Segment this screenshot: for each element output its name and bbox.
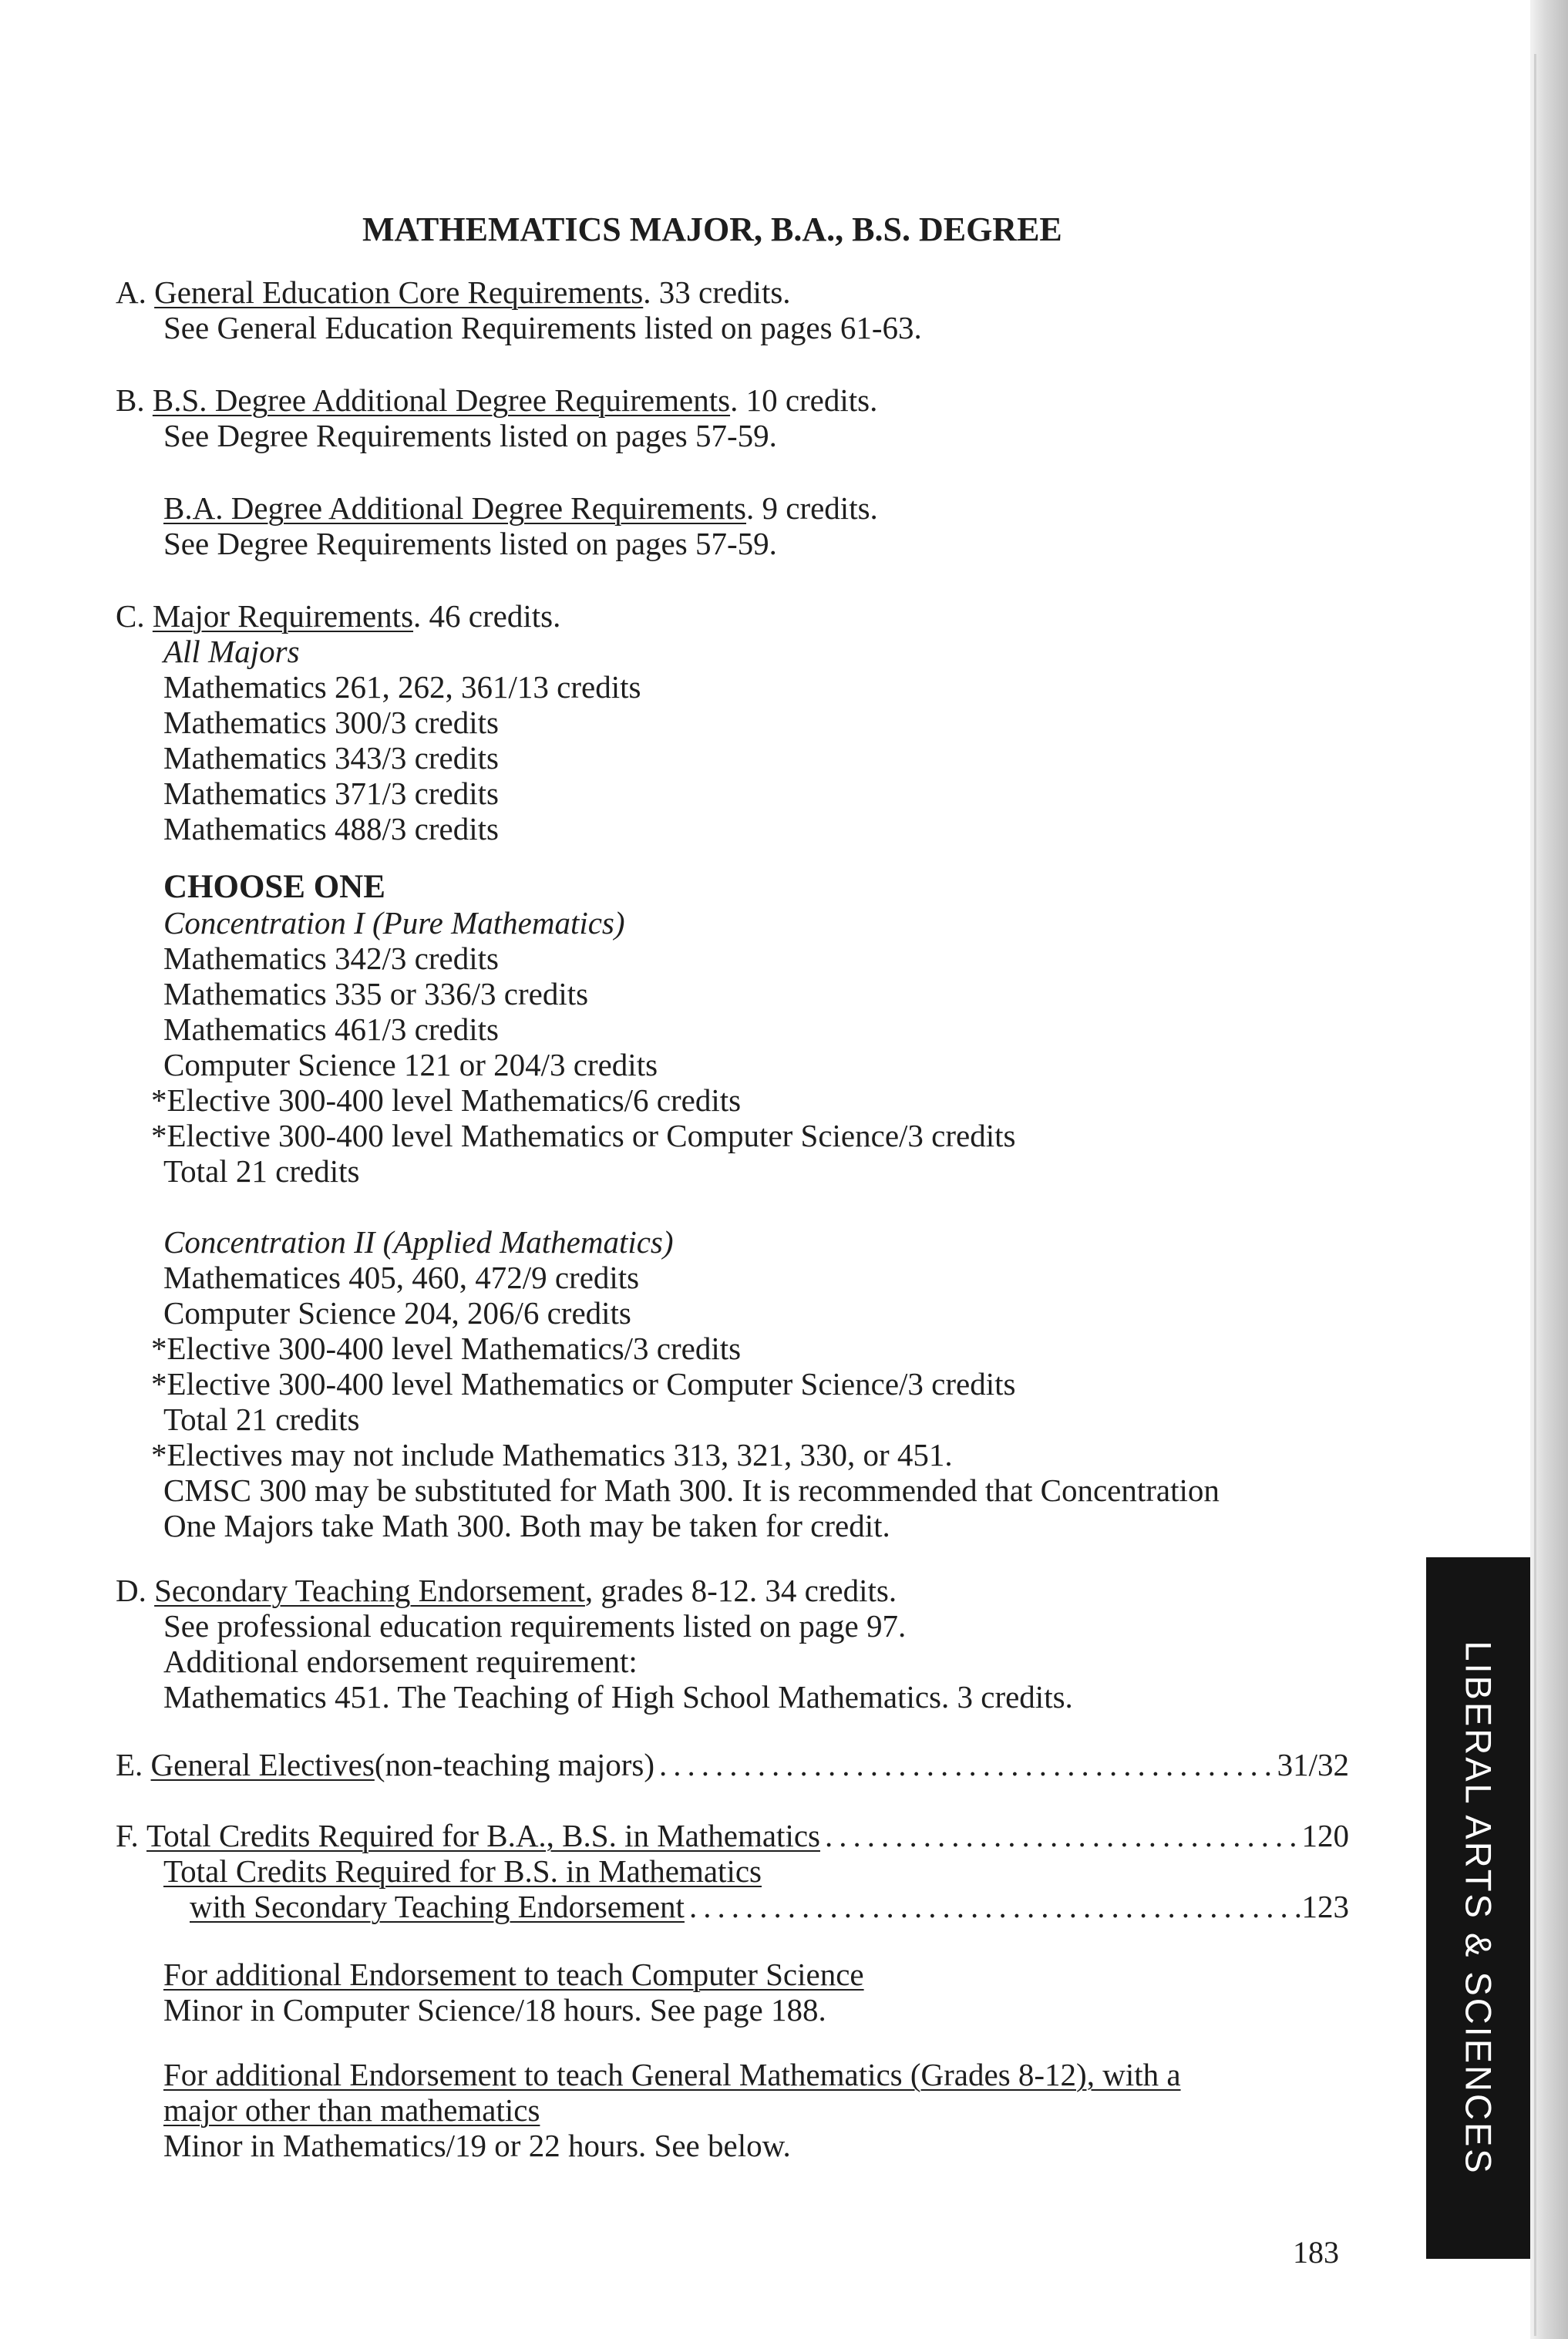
section-d-line xyxy=(116,1573,897,1608)
all-majors-item: Mathematics 488/3 credits xyxy=(163,811,499,846)
dot-leader xyxy=(654,1747,1277,1782)
section-b-bs-note: See Degree Requirements listed on pages 57-59. xyxy=(163,418,777,453)
section-c-line xyxy=(116,598,560,634)
cs-endorsement-text: Minor in Computer Science/18 hours. See page 188. xyxy=(163,1992,826,2028)
section-c-heading: Major Requirements xyxy=(152,598,414,634)
choose-one-heading: CHOOSE ONE xyxy=(163,869,385,905)
section-e-value: 31/32 xyxy=(1277,1747,1349,1782)
all-majors-item: Mathematics 261, 262, 361/13 credits xyxy=(163,669,641,705)
all-majors-item: Mathematics 300/3 credits xyxy=(163,705,499,740)
section-a-line xyxy=(116,274,791,310)
all-majors-label: All Majors xyxy=(163,634,300,669)
concentration-2-label: Concentration II (Applied Mathematics) xyxy=(163,1224,674,1260)
gm-endorsement-text: Minor in Mathematics/19 or 22 hours. See below. xyxy=(163,2128,791,2163)
concentration-1-total: Total 21 credits xyxy=(163,1153,360,1189)
section-e-line xyxy=(116,1747,1349,1782)
section-b-ba-rest: . 9 credits. xyxy=(746,490,878,526)
gm-endorsement-heading-cont: major other than mathematics xyxy=(163,2092,540,2128)
teaching-credits-value: 123 xyxy=(1301,1889,1349,1924)
section-f-line-1 xyxy=(116,1818,1349,1853)
section-a-letter: A. xyxy=(116,274,146,310)
section-d-rest: , grades 8-12. 34 credits. xyxy=(584,1573,897,1608)
cmsc-note: CMSC 300 may be substituted for Math 300. It is recommended that Concentration xyxy=(163,1472,1220,1508)
cmsc-note: One Majors take Math 300. Both may be taken for credit. xyxy=(163,1508,890,1543)
teaching-endorsement-label: with Secondary Teaching Endorsement xyxy=(190,1889,685,1924)
section-f-letter: F. xyxy=(116,1818,139,1853)
concentration-2-total: Total 21 credits xyxy=(163,1402,360,1437)
section-a-heading: General Education Core Requirements xyxy=(154,274,644,310)
page-edge-line xyxy=(1534,54,1536,2336)
dot-leader xyxy=(820,1818,1302,1853)
section-b-bs-heading: B.S. Degree Additional Degree Requirements xyxy=(152,382,731,418)
section-d-text: Mathematics 451. The Teaching of High School Mathematics. 3 credits. xyxy=(163,1679,1073,1715)
section-d-heading: Secondary Teaching Endorsement xyxy=(154,1573,585,1608)
concentration-1-item: Mathematics 342/3 credits xyxy=(163,941,499,976)
electives-note: *Electives may not include Mathematics 313, 321, 330, or 451. xyxy=(151,1437,953,1472)
section-b-line xyxy=(116,382,877,418)
section-b-letter: B. xyxy=(116,382,145,418)
concentration-1-label: Concentration I (Pure Mathematics) xyxy=(163,905,625,941)
section-f-line-3 xyxy=(190,1889,1349,1924)
concentration-2-item: *Elective 300-400 level Mathematics/3 credits xyxy=(151,1331,742,1366)
all-majors-item: Mathematics 343/3 credits xyxy=(163,740,499,776)
total-credits-label: Total Credits Required for B.A., B.S. in Mathematics xyxy=(146,1818,820,1853)
section-d-letter: D. xyxy=(116,1573,146,1608)
cs-endorsement-heading: For additional Endorsement to teach Computer Science xyxy=(163,1957,864,1992)
concentration-1-item: Mathematics 461/3 credits xyxy=(163,1011,499,1047)
section-d-text: See professional education requirements listed on page 97. xyxy=(163,1608,907,1644)
concentration-2-item: Mathematices 405, 460, 472/9 credits xyxy=(163,1260,640,1295)
concentration-2-item: Computer Science 204, 206/6 credits xyxy=(163,1295,631,1331)
total-credits-value: 120 xyxy=(1301,1818,1349,1853)
gm-endorsement-heading: For additional Endorsement to teach General Mathematics (Grades 8-12), with a xyxy=(163,2057,1181,2092)
dot-leader xyxy=(685,1889,1302,1924)
concentration-1-item: *Elective 300-400 level Mathematics/6 credits xyxy=(151,1082,742,1118)
side-tab-label: LIBERAL ARTS & SCIENCES xyxy=(1458,1641,1499,2176)
concentration-1-item: *Elective 300-400 level Mathematics or Computer Science/3 credits xyxy=(151,1118,1016,1153)
section-b-bs-rest: . 10 credits. xyxy=(730,382,878,418)
section-b-ba-note: See Degree Requirements listed on pages 57-59. xyxy=(163,526,777,561)
section-c-rest: . 46 credits. xyxy=(413,598,561,634)
section-d-text: Additional endorsement requirement: xyxy=(163,1644,638,1679)
all-majors-item: Mathematics 371/3 credits xyxy=(163,776,499,811)
concentration-1-item: Mathematics 335 or 336/3 credits xyxy=(163,976,589,1011)
section-b-ba-line xyxy=(163,490,878,526)
page-title: MATHEMATICS MAJOR, B.A., B.S. DEGREE xyxy=(362,210,1062,248)
section-b-ba-heading: B.A. Degree Additional Degree Requirements xyxy=(163,490,746,526)
concentration-1-item: Computer Science 121 or 204/3 credits xyxy=(163,1047,658,1082)
section-a-rest: . 33 credits. xyxy=(643,274,791,310)
side-tab xyxy=(1426,1557,1530,2259)
page-number: 183 xyxy=(1293,2235,1339,2270)
section-e-rest: (non-teaching majors) xyxy=(374,1747,654,1782)
section-e-heading: General Electives xyxy=(150,1747,375,1782)
concentration-2-item: *Elective 300-400 level Mathematics or Computer Science/3 credits xyxy=(151,1366,1016,1402)
section-e-letter: E. xyxy=(116,1747,143,1782)
total-credits-teaching-label: Total Credits Required for B.S. in Mathematics xyxy=(163,1853,762,1889)
section-c-letter: C. xyxy=(116,598,145,634)
section-a-note: See General Education Requirements listed on pages 61-63. xyxy=(163,310,922,345)
